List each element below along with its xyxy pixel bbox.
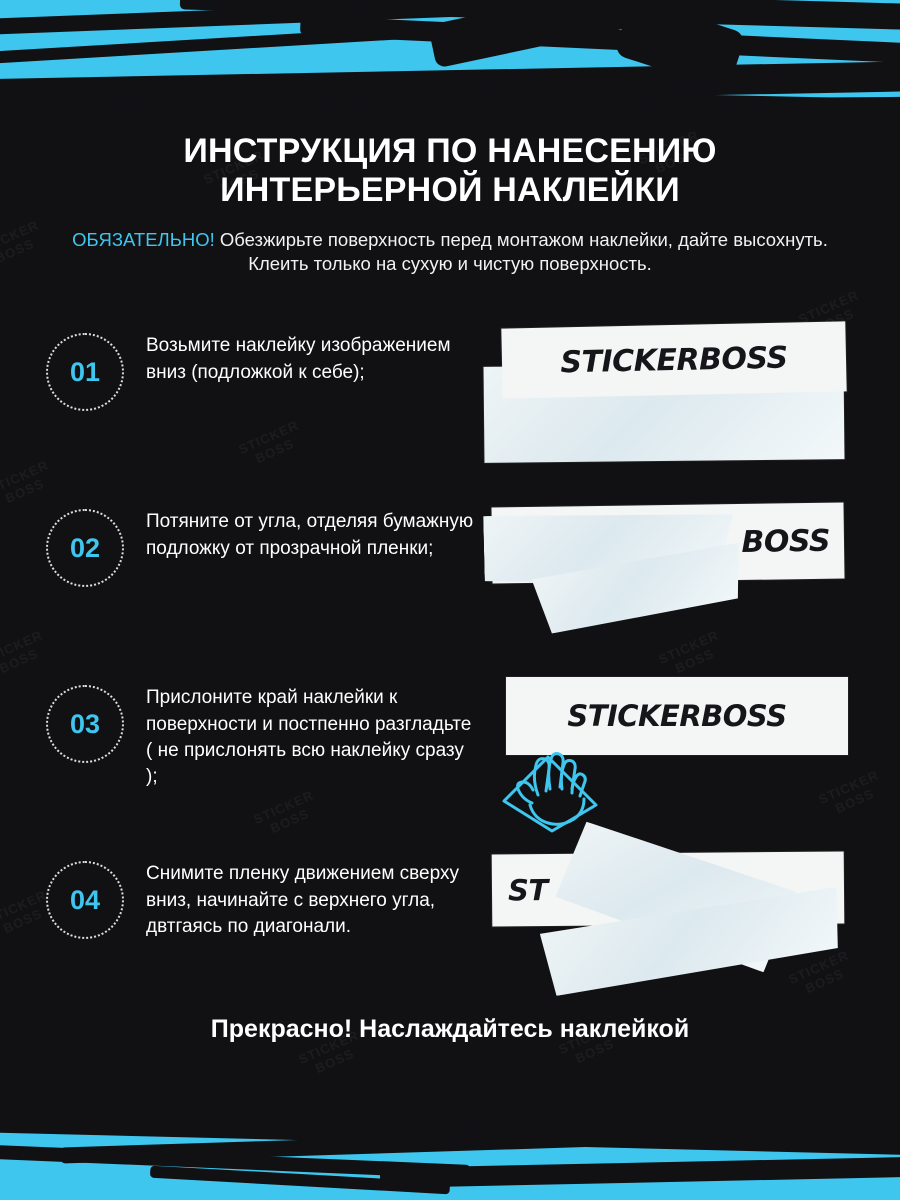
- step-item: [46, 487, 854, 655]
- mandatory-notice: [65, 228, 835, 278]
- sticker-face: [501, 322, 846, 399]
- sticker-brand-text: ST: [507, 873, 548, 908]
- step-number-badge: 04: [46, 861, 124, 939]
- page-title: [46, 110, 854, 210]
- steps-list: [46, 311, 854, 1007]
- hand-smoothing-icon: [492, 727, 642, 837]
- step-number-badge: 02: [46, 509, 124, 587]
- footer-message: Прекрасно! Наслаждайтесь наклейкой: [210, 1015, 690, 1044]
- sticker-brand-text: BOSS: [741, 523, 831, 560]
- page-title-line-1: ИНСТРУКЦИЯ ПО НАНЕСЕНИЮ: [183, 132, 717, 170]
- page-title-line-2: ИНТЕРЬЕРНОЙ НАКЛЕЙКИ: [220, 170, 680, 209]
- step-item: [46, 311, 854, 479]
- step-description: Снимите пленку движением сверху вниз, начинайте с верхнего угла, двтгаясь по диагонали.: [146, 863, 459, 937]
- sticker-brand-text: STICKERBOSS: [567, 699, 787, 734]
- step-item: [46, 663, 854, 831]
- step-number-badge: 01: [46, 333, 124, 411]
- sticker-brand-text: STICKERBOSS: [560, 340, 788, 381]
- bottom-decorative-band: [0, 1128, 900, 1200]
- notice-body-text: Обезжирьте поверхность перед монтажом наклейки, дайте высохнуть. Клеить только на сухую и чистую поверхность.: [214, 228, 828, 275]
- step-illustration-02: [484, 495, 854, 655]
- step-illustration-03: [484, 671, 854, 831]
- step-description: Возьмите наклейку изображением вниз (подложкой к себе);: [146, 335, 451, 383]
- step-item: [46, 839, 854, 1007]
- step-number-badge: 03: [46, 685, 124, 763]
- step-description: Прислоните край наклейки к поверхности и постпенно разгладьте ( не прислонять всю наклейку сразу );: [146, 687, 472, 788]
- step-illustration-04: [484, 847, 854, 1007]
- step-illustration-01: [484, 319, 854, 479]
- notice-accent-label: ОБЯЗАТЕЛЬНО!: [72, 228, 215, 250]
- step-description: Потяните от угла, отделяя бумажную подложку от прозрачной пленки;: [146, 511, 474, 559]
